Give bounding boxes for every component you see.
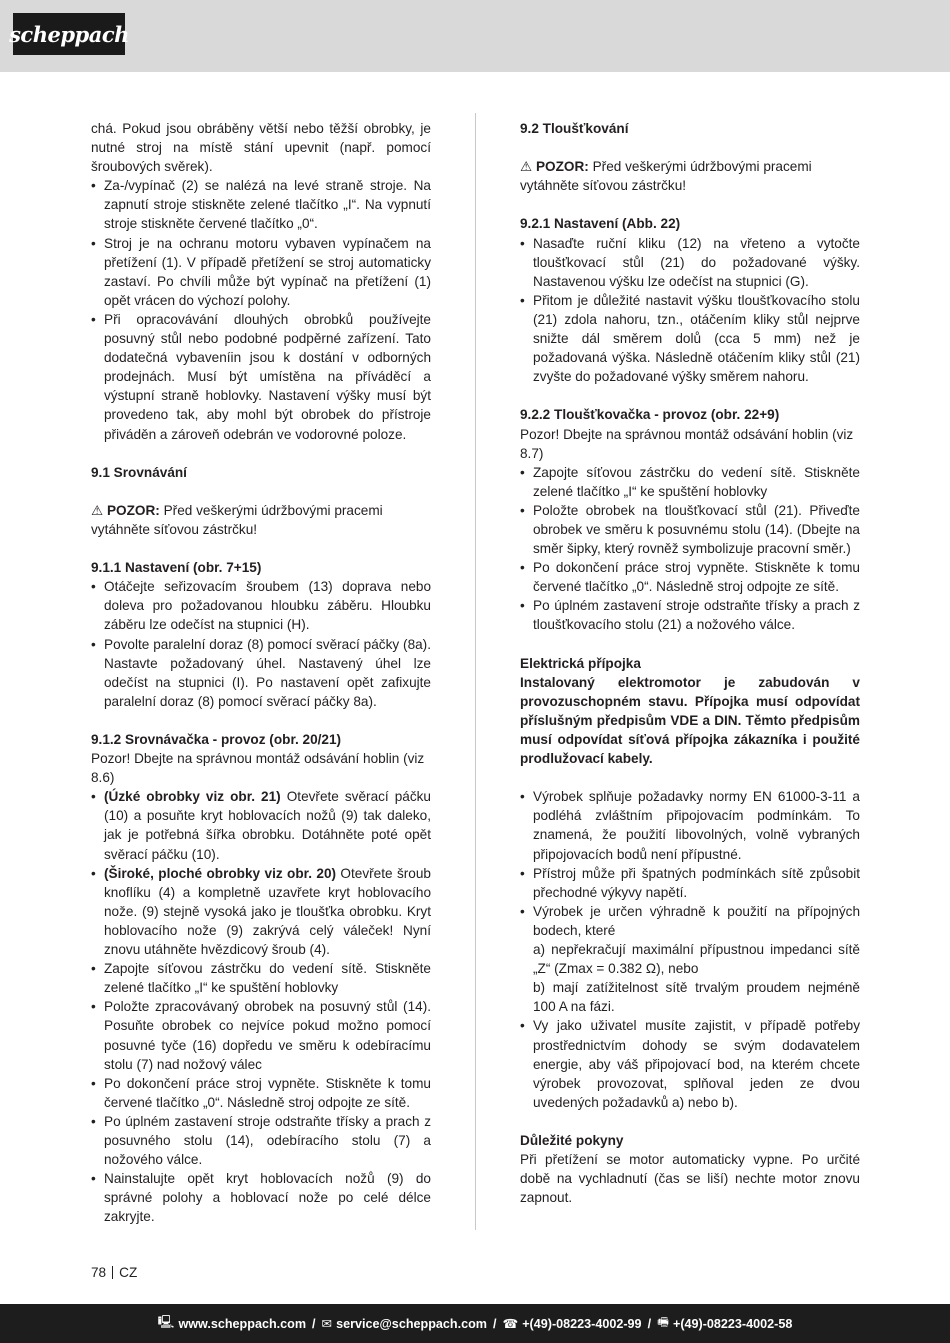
column-divider — [475, 113, 476, 1230]
section-heading-9-1-1: 9.1.1 Nastavení (obr. 7+15) — [91, 560, 262, 576]
right-column — [520, 119, 860, 1207]
list-item: • (Úzké obrobky viz obr. 21) Otevřete svěrací páčku (10) a posuňte kryt hoblovacích nožů (9) tak daleko, jak je potřebná šířka obrobku. Dotáhněte poté opět svěrací páčku (10). — [91, 787, 431, 863]
list-item: • Po úplném zastavení stroje odstraňte třísky a prach z posuvného stolu (14), odebíracího stolu (7) a nožového válce. — [91, 1112, 431, 1169]
header-bar — [0, 0, 950, 72]
list-item: • Vy jako uživatel musíte zajistit, v případě potřeby prostřednictvím dohody se svým dodavatelem energie, aby váš připojovací bod, na kterém chcete výrobek provozovat, splňoval jeden ze dvou uvedených požadavků a) nebo b). — [520, 1016, 860, 1111]
phone-number: +(49)-08223-4002-99 — [522, 1316, 642, 1331]
brand-logo: scheppach — [13, 13, 125, 55]
section-heading-9-1: 9.1 Srovnávání — [91, 464, 187, 480]
section-heading-9-2: 9.2 Tloušťkování — [520, 121, 629, 136]
left-column — [91, 119, 431, 1226]
intro-list — [91, 176, 431, 443]
section-intro: Pozor! Dbejte na správnou montáž odsávání hoblin (viz 8.6) — [91, 751, 425, 786]
list-item: • Nasaďte ruční kliku (12) na vřeteno a vytočte tloušťkovací stůl (21) do požadované výšky. Nastavenou výšku lze odečíst na stupnici (G). — [520, 234, 860, 291]
list-item: • Přitom je důležité nastavit výšku tloušťkovacího stolu (21) zdola nahoru, tzn., otáčením kliky stůl nejprve snižte dál směrem dolů (cca 5 mm) než je požadovaná výška. Následně otáčením kliky stůl (21) zvyšte do požadované výšky směrem nahoru. — [520, 291, 860, 386]
warning-note: ⚠ POZOR: Před veškerými údržbovými pracemi vytáhněte síťovou zástrčku! — [91, 502, 383, 537]
operation-list — [91, 787, 431, 1226]
electrical-list — [520, 787, 860, 1112]
list-item: • Po dokončení práce stroj vypněte. Stiskněte k tomu červené tlačítko „0“. Následně stroj odpojte ze sítě. — [91, 1074, 431, 1112]
fax-icon: 🖷 — [657, 1315, 669, 1329]
thickness-operation-list — [520, 463, 860, 635]
email-icon: ✉ — [321, 1317, 333, 1331]
section-heading-electrical: Elektrická přípojka — [520, 655, 641, 671]
settings-list — [91, 577, 431, 711]
warning-triangle-icon: ⚠ — [520, 159, 533, 175]
footer-bar: 🖳 www.scheppach.com / ✉ service@scheppach.com / ☎ +(49)-08223-4002-99 / 🖷 +(49)-08223-4002-58 — [0, 1304, 950, 1343]
warning-note: ⚠ POZOR: Před veškerými údržbovými pracemi vytáhněte síťovou zástrčku! — [520, 159, 812, 194]
section-heading-9-2-2: 9.2.2 Tloušťkovačka - provoz (obr. 22+9) — [520, 407, 780, 423]
list-item: • Po úplném zastavení stroje odstraňte třísky a prach z tloušťkovacího stolu (21) a nožového válce. — [520, 596, 860, 634]
list-item: • Při opracovávání dlouhých obrobků používejte posuvný stůl nebo podobné podpěrné zařízení. Tato dodatečná vybaveníin jsou k dostání v odborných prodejnách. Musí být umístěna na příváděcí a výstupní straně hoblovky. Nastavení výšky musí být provedeno tak, aby mohl být obrobek do přístroje přiváděn a zároveň odebrán ve vodorovné poloze. — [91, 310, 431, 444]
section-heading-9-1-2: 9.1.2 Srovnávačka - provoz (obr. 20/21) — [91, 732, 342, 747]
phone-icon: ☎ — [502, 1317, 519, 1331]
list-item: • Povolte paralelní doraz (8) pomocí svěrací páčky (8a). Nastavte požadovaný úhel. Nastavený úhel lze odečíst na stupnici (I). Po nastavení opět zafixujte paralelní doraz (8) pomocí svěrací páčky 8a). — [91, 635, 431, 711]
list-item: • Položte zpracovávaný obrobek na posuvný stůl (14). Posuňte obrobek co nejvíce pokud možno pomocí posuvné tyče (16) dopředu ve směru k odebíracímu stolu (7) nad nožový válec — [91, 997, 431, 1073]
list-item: • Výrobek splňuje požadavky normy EN 61000-3-11 a podléhá zvláštním připojovacím podmínkám. To znamená, že použití libovolných, volně vybraných připojovacích bodů není přípustné. — [520, 787, 860, 863]
list-item: • Po dokončení práce stroj vypněte. Stiskněte k tomu červené tlačítko „0“. Následně stroj odpojte ze sítě. — [520, 558, 860, 596]
section-intro: Pozor! Dbejte na správnou montáž odsávání hoblin (viz 8.7) — [520, 426, 854, 461]
section-heading-9-2-1: 9.2.1 Nastavení (Abb. 22) — [520, 216, 681, 232]
list-item: • Zapojte síťovou zástrčku do vedení sítě. Stiskněte zelené tlačítko „I“ ke spuštění hoblovky — [520, 463, 860, 501]
thickness-settings-list — [520, 234, 860, 387]
list-item: • (Široké, ploché obrobky viz obr. 20) Otevřete šroub knoflíku (4) a kompletně uzavřete kryt hoblovacího nože. (9) stejně vysoká jako je tloušťka obrobku. Kryt hoblovacího nože (9) zakrývá celý váleček! Nyní znovu utáhněte hvězdicový šroub (4). — [91, 864, 431, 959]
list-item: • Nainstalujte opět kryt hoblovacích nožů (9) do správné polohy a hoblovací nože po celé délce zakryjte. — [91, 1169, 431, 1226]
electrical-notice: Instalovaný elektromotor je zabudován v provozuschopném stavu. Přípojka musí odpovídat příslušným předpisům VDE a DIN. Těmto předpisům musí odpovídat síťová přípojka zákazníka i použité prodlužovací kabely. — [520, 674, 860, 767]
list-item: • Výrobek je určen výhradně k použití na přípojných bodech, které a) nepřekračují maximální přípustnou impedanci sítě „Z“ (Zmax = 0.382 Ω), nebo b) mají zatížitelnost sítě trvalým proudem nejméně 100 A na fázi. — [520, 902, 860, 1017]
page-number: 78 CZ — [91, 1265, 138, 1280]
email-link[interactable]: service@scheppach.com — [336, 1316, 487, 1331]
list-item: • Stroj je na ochranu motoru vybaven vypínačem na přetížení (1). V případě přetížení se stroj automaticky zastaví. Po chvíli může být vypínač na přetížení (1) opět vrácen do výchozí polohy. — [91, 234, 431, 310]
notes-paragraph: Při přetížení se motor automaticky vypne. Po určité době na vychladnutí (čas se liší) nechte motor znovu zapnout. — [520, 1152, 860, 1206]
list-item: • Přístroj může při špatných podmínkách sítě způsobit přechodné výkyvy napětí. — [520, 864, 860, 902]
list-item: • Za-/vypínač (2) se nalézá na levé straně stroje. Na zapnutí stroje stiskněte zelené tlačítko „I“. Na vypnutí stroje stiskněte červené tlačítko „0“. — [91, 176, 431, 233]
section-heading-notes: Důležité pokyny — [520, 1132, 624, 1148]
list-item: • Položte obrobek na tloušťkovací stůl (21). Přiveďte obrobek ve směru k posuvnému stolu (14). (Dbejte na směr šipky, který rovněž symbolizuje pracovní směr.) — [520, 501, 860, 558]
intro-paragraph: chá. Pokud jsou obráběny větší nebo těžší obrobky, je nutné stroj na místě stání upevnit (např. pomocí šroubových svěrek). — [91, 121, 431, 175]
warning-triangle-icon: ⚠ — [91, 502, 104, 518]
list-item: • Otáčejte seřizovacím šroubem (13) doprava nebo doleva pro požadovanou hloubku záběru. Hloubku záběru lze odečíst na stupnici (H). — [91, 577, 431, 634]
list-item: • Zapojte síťovou zástrčku do vedení sítě. Stiskněte zelené tlačítko „I“ ke spuštění hoblovky — [91, 959, 431, 997]
fax-number: +(49)-08223-4002-58 — [672, 1316, 793, 1331]
computer-icon: 🖳 — [157, 1315, 175, 1329]
website-link[interactable]: www.scheppach.com — [178, 1316, 307, 1331]
